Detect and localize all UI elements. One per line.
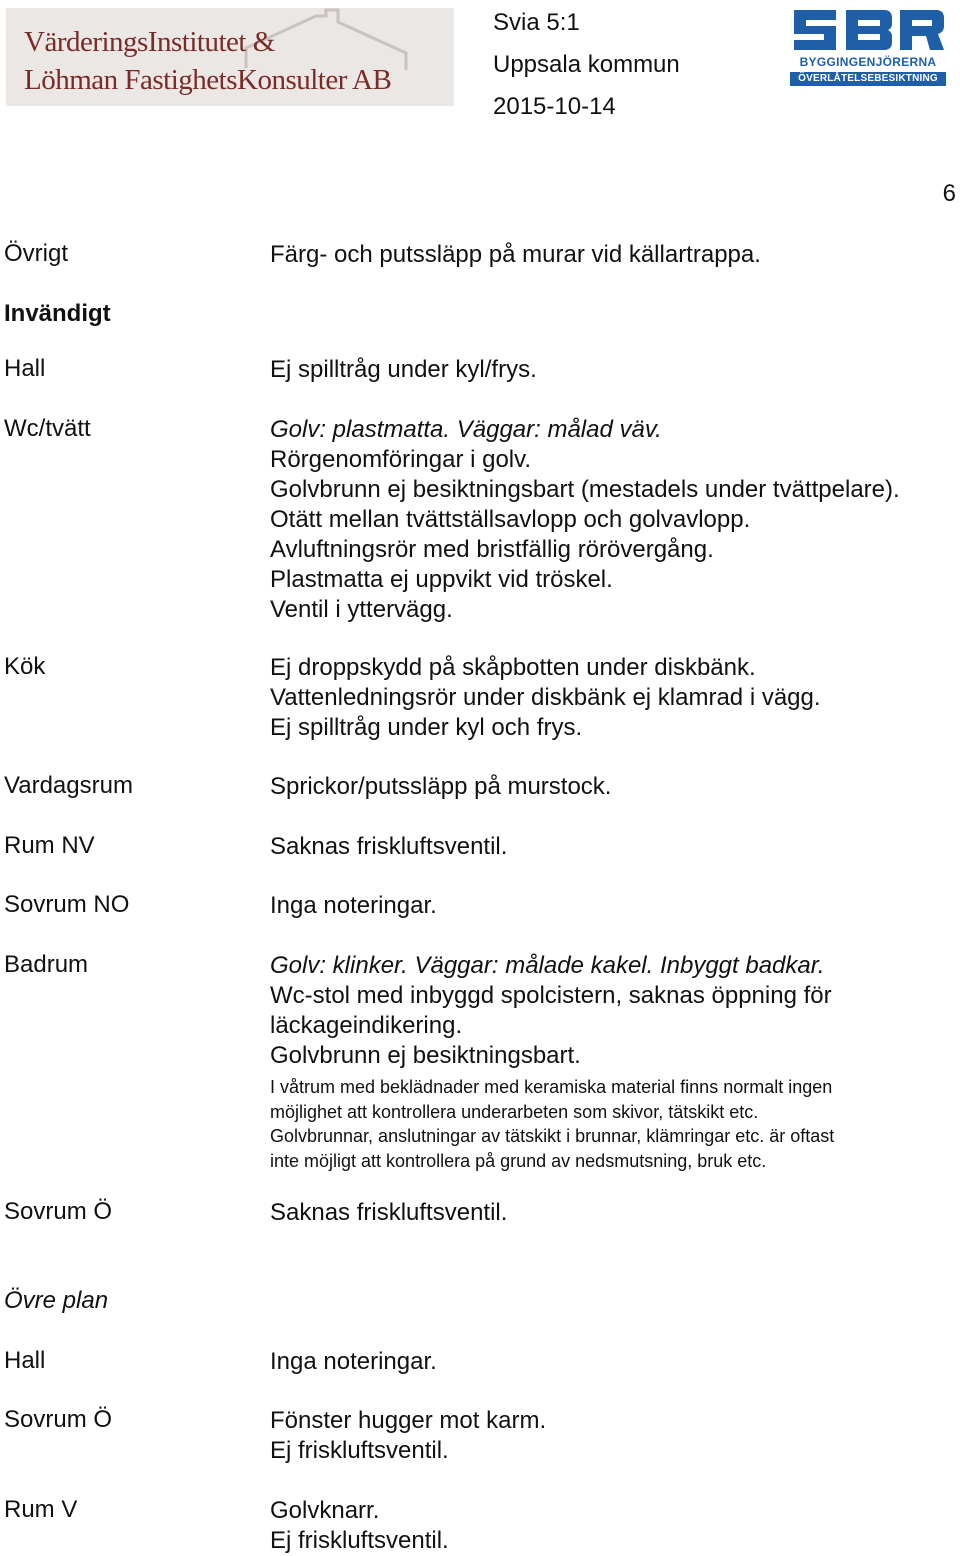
municipality: Uppsala kommun — [493, 51, 680, 78]
company-name-line2: Löhman FastighetsKonsulter AB — [24, 64, 392, 96]
row-label-hall: Hall — [4, 355, 46, 382]
partner-logo — [790, 6, 946, 88]
row-label-sovrum-o: Sovrum Ö — [4, 1198, 113, 1225]
company-logo — [6, 8, 454, 106]
text-line: läckageindikering. — [270, 1012, 463, 1039]
company-name-line1: VärderingsInstitutet & — [24, 26, 275, 58]
inspection-date: 2015-10-14 — [493, 93, 616, 120]
partner-logo-line2: ÖVERLÅTELSEBESIKTNING — [790, 72, 946, 86]
text-line: Ej friskluftsventil. — [270, 1437, 449, 1464]
partner-logo-line1: BYGGINGENJÖRERNA — [799, 55, 937, 69]
property-designation: Svia 5:1 — [493, 9, 580, 36]
text-line: Inga noteringar. — [270, 1348, 437, 1375]
text-line: Golvbrunn ej besiktningsbart (mestadels under tvättpelare). — [270, 476, 900, 503]
section-heading-ovre-plan: Övre plan — [4, 1287, 109, 1314]
text-line: Fönster hugger mot karm. — [270, 1407, 547, 1434]
row-label-kok: Kök — [4, 653, 46, 680]
text-line: Rörgenomföringar i golv. — [270, 446, 532, 473]
text-line: Avluftningsrör med bristfällig rörövergång. — [270, 536, 714, 563]
text-line: Saknas friskluftsventil. — [270, 1199, 508, 1226]
section-heading-invandigt: Invändigt — [4, 300, 111, 327]
row-label-rum-nv: Rum NV — [4, 832, 95, 859]
note-line: inte möjligt att kontrollera på grund av nedsmutsning, bruk etc. — [270, 1150, 767, 1171]
text-line: Ej spilltråg under kyl/frys. — [270, 356, 537, 383]
row-label-wc: Wc/tvätt — [4, 415, 91, 442]
text-line: Otätt mellan tvättställsavlopp och golvavlopp. — [270, 506, 751, 533]
row-label-ovrigt: Övrigt — [4, 240, 69, 267]
row-text-ovre-sovrum-o — [270, 1406, 546, 1466]
text-line-italic: Golv: plastmatta. Väggar: målad väv. — [270, 416, 662, 443]
row-text-wc — [270, 415, 900, 625]
text-line: Ej droppskydd på skåpbotten under diskbänk. — [270, 654, 756, 681]
note-line: möjlighet att kontrollera underarbeten som skivor, tätskikt etc. — [270, 1101, 759, 1122]
row-label-badrum: Badrum — [4, 951, 89, 978]
text-line: Ventil i yttervägg. — [270, 596, 453, 623]
text-line: Plastmatta ej uppvikt vid tröskel. — [270, 566, 613, 593]
text-line: Sprickor/putssläpp på murstock. — [270, 773, 612, 800]
row-text-kok — [270, 653, 821, 743]
row-text-ovre-rum-v — [270, 1496, 449, 1556]
note-line: Golvbrunnar, anslutningar av tätskikt i brunnar, klämringar etc. är oftast — [270, 1126, 835, 1146]
text-line: Inga noteringar. — [270, 892, 437, 919]
text-line: Ej friskluftsventil. — [270, 1527, 449, 1554]
row-label-ovre-rum-v: Rum V — [4, 1496, 78, 1523]
text-line: Saknas friskluftsventil. — [270, 833, 508, 860]
text-line: Golvbrunn ej besiktningsbart. — [270, 1042, 581, 1069]
row-label-ovre-hall: Hall — [4, 1347, 46, 1374]
row-text-rum-nv — [270, 832, 507, 862]
row-text-badrum — [270, 951, 834, 1173]
note-line: I våtrum med beklädnader med keramiska material finns normalt ingen — [270, 1077, 833, 1097]
text-line: Vattenledningsrör under diskbänk ej klamrad i vägg. — [270, 684, 821, 711]
page-number: 6 — [942, 180, 956, 207]
row-text-ovre-hall — [270, 1347, 437, 1377]
row-text-sovrum-o — [270, 1198, 507, 1228]
text-line: Wc-stol med inbyggd spolcistern, saknas öppning för — [270, 982, 832, 1009]
row-text-vardagsrum — [270, 772, 611, 802]
row-text-ovrigt — [270, 240, 761, 270]
sbr-logo-icon — [790, 6, 946, 54]
text-line-italic: Golv: klinker. Väggar: målade kakel. Inbyggt badkar. — [270, 952, 825, 979]
row-label-sovrum-no: Sovrum NO — [4, 891, 130, 918]
text-line: Ej spilltråg under kyl och frys. — [270, 714, 583, 741]
row-label-ovre-sovrum-o: Sovrum Ö — [4, 1406, 113, 1433]
row-label-vardagsrum: Vardagsrum — [4, 772, 133, 799]
row-text-hall — [270, 355, 537, 385]
row-text-sovrum-no — [270, 891, 437, 921]
text-line: Färg- och putssläpp på murar vid källartrappa. — [270, 241, 761, 268]
text-line: Golvknarr. — [270, 1497, 380, 1524]
